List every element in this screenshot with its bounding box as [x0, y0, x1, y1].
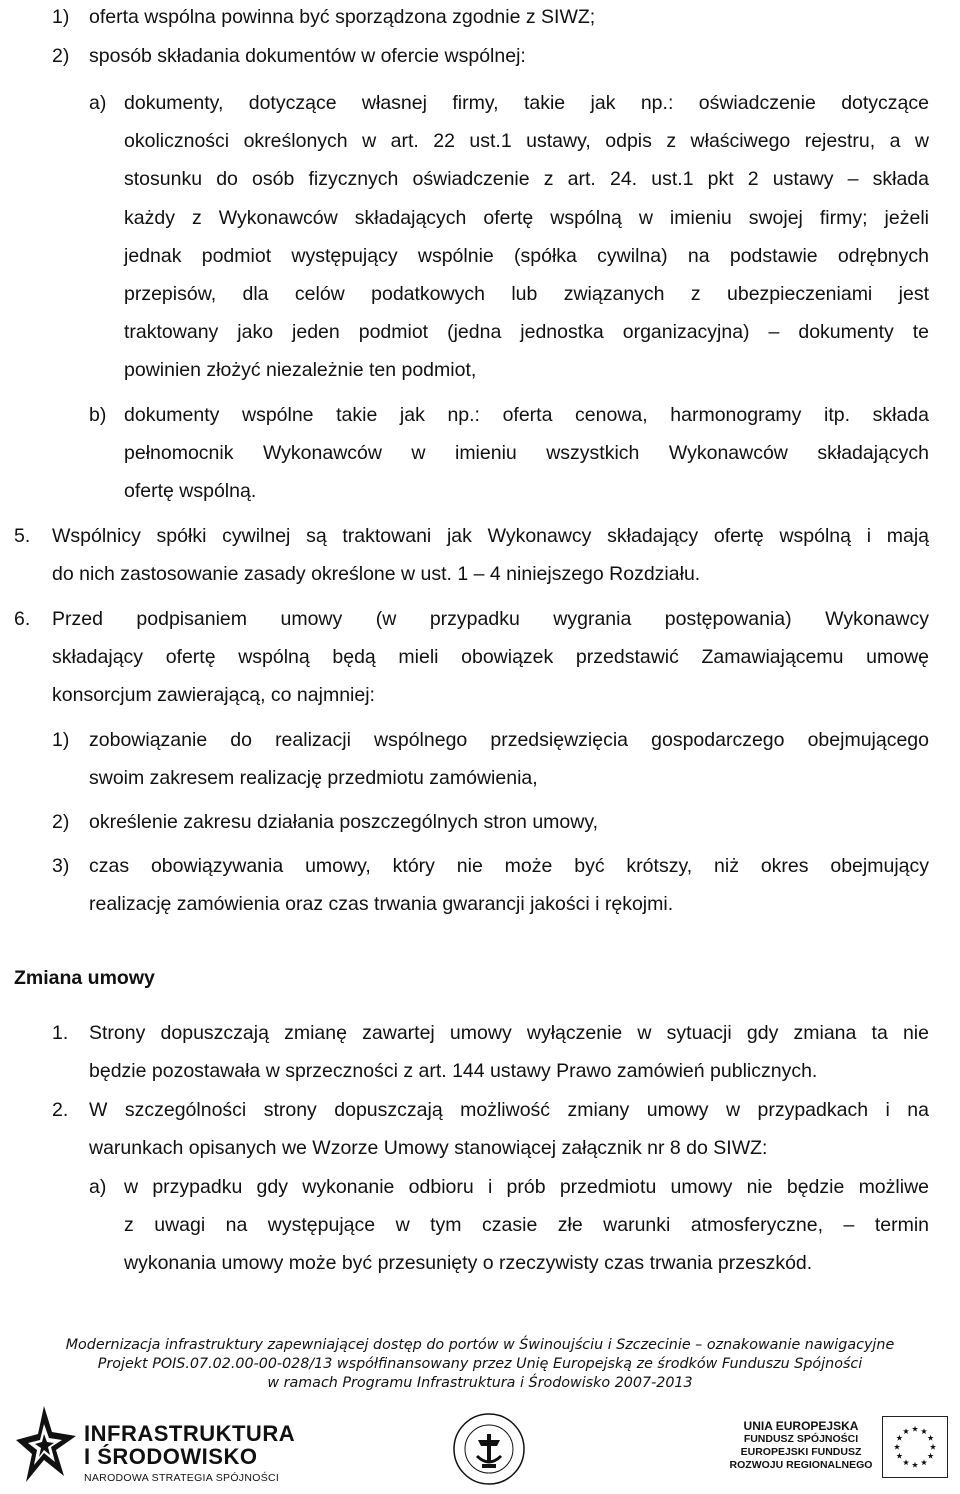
- paragraph-line: swoim zakresem realizację przedmiotu zamówienia,: [89, 767, 538, 789]
- paragraph-line: Strony dopuszczają zmianę zawartej umowy wyłączenie w sytuacji gdy zmiana ta nie: [89, 1022, 929, 1044]
- paragraph-line: jednak podmiot występujący wspólnie (spółka cywilna) na podstawie odrębnych: [124, 245, 929, 267]
- eu-fund: ROZWOJU REGIONALNEGO: [729, 1459, 873, 1471]
- logo-text: INFRASTRUKTURA: [84, 1421, 296, 1446]
- paragraph-line: składający ofertę wspólną będą mieli obowiązek przedstawić Zamawiającemu umowę: [52, 646, 929, 668]
- footer-line: w ramach Programu Infrastruktura i Środowisko 2007-2013: [267, 1375, 693, 1391]
- paragraph-line: dokumenty, dotyczące własnej firmy, takie jak np.: oświadczenie dotyczące: [124, 92, 929, 114]
- list-number: 3): [52, 855, 70, 877]
- footer-line: Modernizacja infrastruktury zapewniającej dostęp do portów w Świnoujściu i Szczecinie – oznakowanie nawigacyjne: [65, 1337, 895, 1353]
- paragraph-line: realizację zamówienia oraz czas trwania gwarancji jakości i rękojmi.: [89, 893, 674, 915]
- paragraph-line: zobowiązanie do realizacji wspólnego przedsięwzięcia gospodarczego obejmującego: [89, 729, 929, 751]
- paragraph-line: przepisów, dla celów podatkowych lub związanych z ubezpieczeniami jest: [124, 283, 929, 305]
- paragraph-line: Wspólnicy spółki cywilnej są traktowani jak Wykonawcy składający ofertę wspólną i mają: [52, 525, 929, 547]
- list-letter: a): [89, 92, 107, 114]
- list-number: 1): [52, 6, 70, 28]
- list-number: 2): [52, 811, 70, 833]
- list-item-text: sposób składania dokumentów w ofercie wspólnej:: [89, 45, 526, 67]
- list-number: 1): [52, 729, 70, 751]
- footer-line: Projekt POIS.07.02.00-00-028/13 współfinansowany przez Unię Europejską ze środków Funduszu Spójności: [97, 1356, 863, 1372]
- paragraph-line: czas obowiązywania umowy, który nie może być krótszy, niż okres obejmujący: [89, 855, 929, 877]
- paragraph-line: traktowany jako jeden podmiot (jedna jednostka organizacyjna) – dokumenty te: [124, 321, 929, 343]
- section-number: 2.: [52, 1099, 69, 1121]
- list-number: 2): [52, 45, 70, 67]
- paragraph-line: W szczególności strony dopuszczają możliwość zmiany umowy w przypadkach i na: [89, 1099, 929, 1121]
- section-heading: Zmiana umowy: [14, 967, 155, 989]
- section-number: 5.: [14, 525, 31, 547]
- paragraph-line: dokumenty wspólne takie jak np.: oferta cenowa, harmonogramy itp. składa: [124, 404, 929, 426]
- paragraph-line: powinien złożyć niezależnie ten podmiot,: [124, 359, 477, 381]
- infrastruktura-logo: [14, 1402, 296, 1492]
- section-number: 1.: [52, 1022, 69, 1044]
- eu-fund: EUROPEJSKI FUNDUSZ: [740, 1446, 862, 1458]
- eu-flag-icon: [882, 1416, 948, 1478]
- urzad-morski-seal-icon: [452, 1412, 526, 1486]
- paragraph-line: okoliczności określonych w art. 22 ust.1 ustawy, odpis z właściwego rejestru, a w: [124, 130, 929, 152]
- list-letter: a): [89, 1176, 107, 1198]
- paragraph-line: ofertę wspólną.: [124, 480, 257, 502]
- paragraph-line: warunkach opisanych we Wzorze Umowy stanowiącej załącznik nr 8 do SIWZ:: [89, 1137, 768, 1159]
- paragraph-line: stosunku do osób fizycznych oświadczenie z art. 24. ust.1 pkt 2 ustawy – składa: [124, 168, 929, 190]
- eu-fund: FUNDUSZ SPÓJNOŚCI: [743, 1433, 859, 1445]
- paragraph-line: będzie pozostawała w sprzeczności z art. 144 ustawy Prawo zamówień publicznych.: [89, 1060, 818, 1082]
- eu-logo-text: [726, 1420, 876, 1472]
- star-emblem-icon: [14, 1402, 78, 1492]
- logo-subtext: NARODOWA STRATEGIA SPÓJNOŚCI: [84, 1472, 280, 1484]
- paragraph-line: konsorcjum zawierającą, co najmniej:: [52, 684, 375, 706]
- paragraph-line: każdy z Wykonawców składających ofertę wspólną w imieniu swojej firmy; jeżeli: [124, 207, 929, 229]
- list-item-text: oferta wspólna powinna być sporządzona zgodnie z SIWZ;: [89, 6, 596, 28]
- section-number: 6.: [14, 608, 31, 630]
- eu-title: UNIA EUROPEJSKA: [743, 1419, 859, 1433]
- paragraph-line: Przed podpisaniem umowy (w przypadku wygrania postępowania) Wykonawcy: [52, 608, 929, 630]
- paragraph-line: wykonania umowy może być przesunięty o rzeczywisty czas trwania przeszkód.: [124, 1252, 813, 1274]
- paragraph-line: do nich zastosowanie zasady określone w ust. 1 – 4 niniejszego Rozdziału.: [52, 563, 701, 585]
- paragraph-line: w przypadku gdy wykonanie odbioru i prób przedmiotu umowy nie będzie możliwe: [124, 1176, 929, 1198]
- paragraph-line: określenie zakresu działania poszczególnych stron umowy,: [89, 811, 599, 833]
- list-letter: b): [89, 404, 107, 426]
- logo-text: I ŚRODOWISKO: [84, 1444, 258, 1469]
- paragraph-line: z uwagi na występujące w tym czasie złe warunki atmosferyczne, – termin: [124, 1214, 929, 1236]
- paragraph-line: pełnomocnik Wykonawców w imieniu wszystkich Wykonawców składających: [124, 442, 929, 464]
